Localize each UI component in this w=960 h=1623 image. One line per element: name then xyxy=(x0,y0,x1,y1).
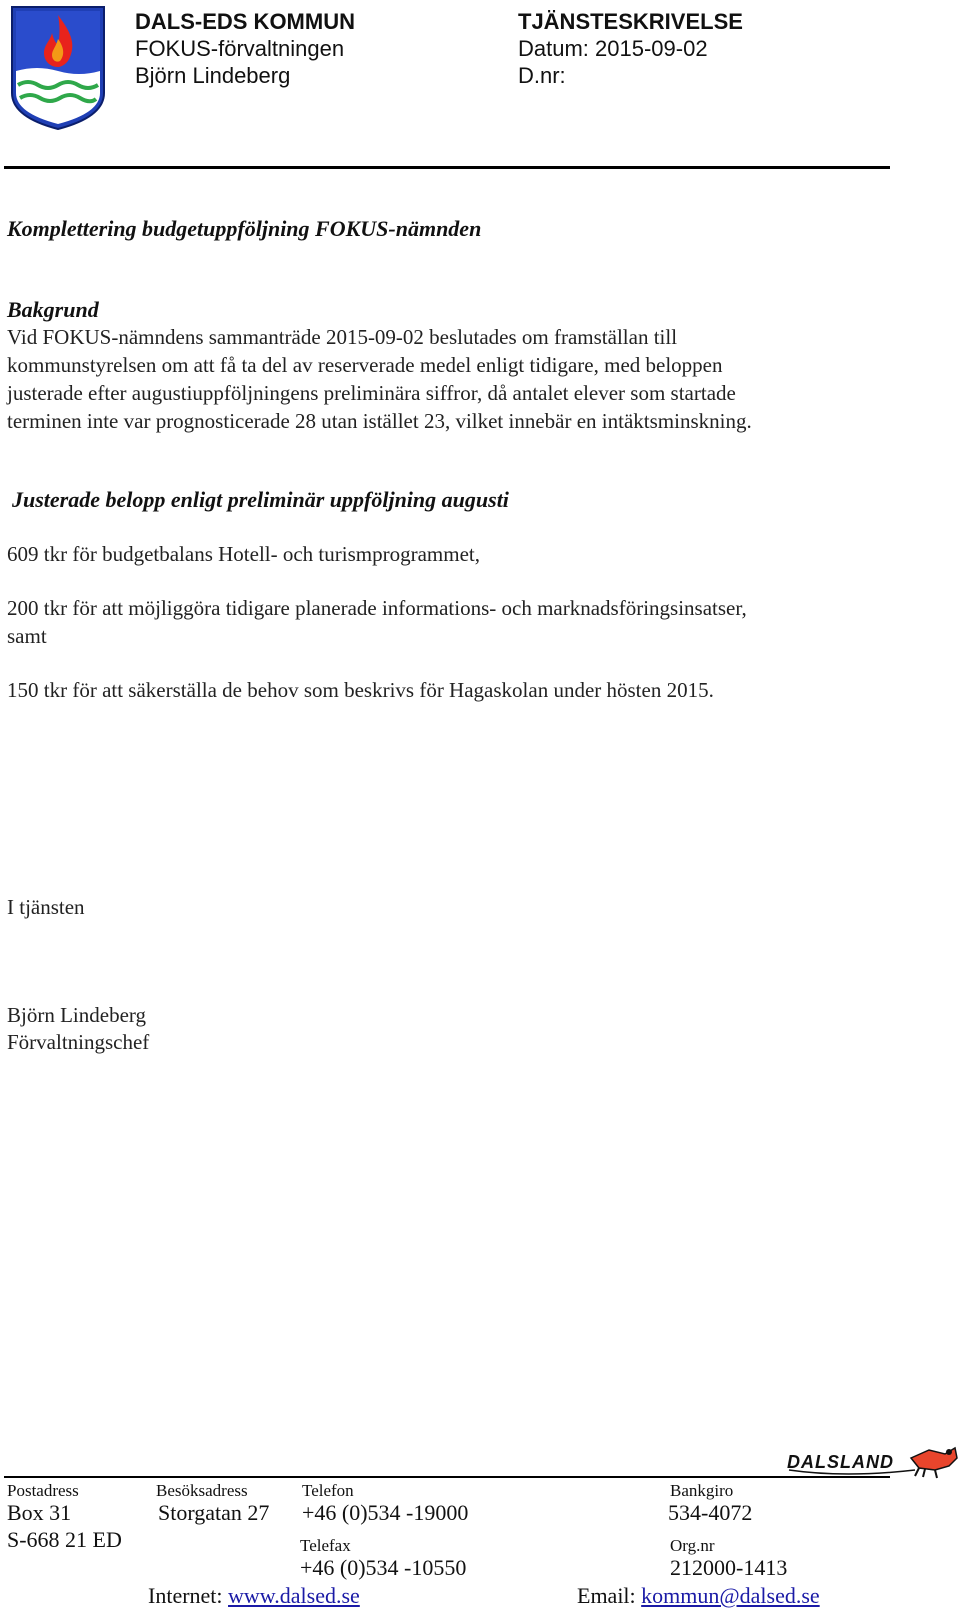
background-heading: Bakgrund xyxy=(7,297,99,322)
org-number-value: 212000-1413 xyxy=(670,1555,788,1580)
visiting-address-value: Storgatan 27 xyxy=(158,1500,270,1525)
amount-item-marketing: 200 tkr för att möjliggöra tidigare planerade informations- och marknadsföringsinsatser, xyxy=(7,596,747,620)
phone-value: +46 (0)534 -19000 xyxy=(302,1500,469,1525)
background-line: justerade efter augustiuppföljningens preliminära siffror, då antalet elever som startade xyxy=(7,381,736,405)
email-row xyxy=(577,1583,820,1609)
author-name: Björn Lindeberg xyxy=(135,63,291,88)
email-label: Email: xyxy=(577,1583,636,1608)
website-link[interactable]: www.dalsed.se xyxy=(228,1583,360,1608)
postal-address-label: Postadress xyxy=(7,1481,79,1500)
municipality-coat-of-arms-icon xyxy=(10,5,106,131)
background-line: kommunstyrelsen om att få ta del av reserverade medel enligt tidigare, med beloppen xyxy=(7,353,723,377)
document-date: Datum: 2015-09-02 xyxy=(518,36,708,61)
internet-row xyxy=(148,1583,360,1609)
organization-name: DALS-EDS KOMMUN xyxy=(135,9,355,34)
fax-label: Telefax xyxy=(300,1536,351,1555)
org-number-label: Org.nr xyxy=(670,1536,715,1555)
fax-value: +46 (0)534 -10550 xyxy=(300,1555,467,1580)
postal-address-line2: S-668 21 ED xyxy=(7,1527,122,1552)
bankgiro-label: Bankgiro xyxy=(670,1481,734,1500)
closing-phrase: I tjänsten xyxy=(7,895,85,919)
background-line: Vid FOKUS-nämndens sammanträde 2015-09-02 beslutades om framställan till xyxy=(7,325,678,349)
header-divider xyxy=(4,166,890,169)
phone-label: Telefon xyxy=(302,1481,354,1500)
dalsland-logo-text: DALSLAND xyxy=(787,1452,894,1472)
internet-label: Internet: xyxy=(148,1583,223,1608)
email-link[interactable]: kommun@dalsed.se xyxy=(641,1583,820,1608)
visiting-address-label: Besöksadress xyxy=(156,1481,248,1500)
background-line: terminen inte var prognosticerade 28 utan istället 23, vilket innebär en intäktsminskning. xyxy=(7,409,752,433)
adjusted-amounts-heading: Justerade belopp enligt preliminär uppföljning augusti xyxy=(12,487,509,512)
document-number: D.nr: xyxy=(518,63,566,88)
amount-item-hotel: 609 tkr för budgetbalans Hotell- och turismprogrammet, xyxy=(7,542,480,566)
document-title: Komplettering budgetuppföljning FOKUS-nämnden xyxy=(7,216,482,241)
department-name: FOKUS-förvaltningen xyxy=(135,36,345,61)
document-type: TJÄNSTESKRIVELSE xyxy=(518,9,743,34)
amount-item-marketing-continued: samt xyxy=(7,624,47,648)
signer-title: Förvaltningschef xyxy=(7,1030,150,1054)
signer-name: Björn Lindeberg xyxy=(7,1003,147,1027)
footer-divider xyxy=(4,1476,890,1478)
bankgiro-value: 534-4072 xyxy=(668,1500,753,1525)
amount-item-hagaskolan: 150 tkr för att säkerställa de behov som beskrivs för Hagaskolan under hösten 2015. xyxy=(7,678,714,702)
postal-address-line1: Box 31 xyxy=(7,1500,72,1525)
background-paragraph xyxy=(7,323,887,435)
